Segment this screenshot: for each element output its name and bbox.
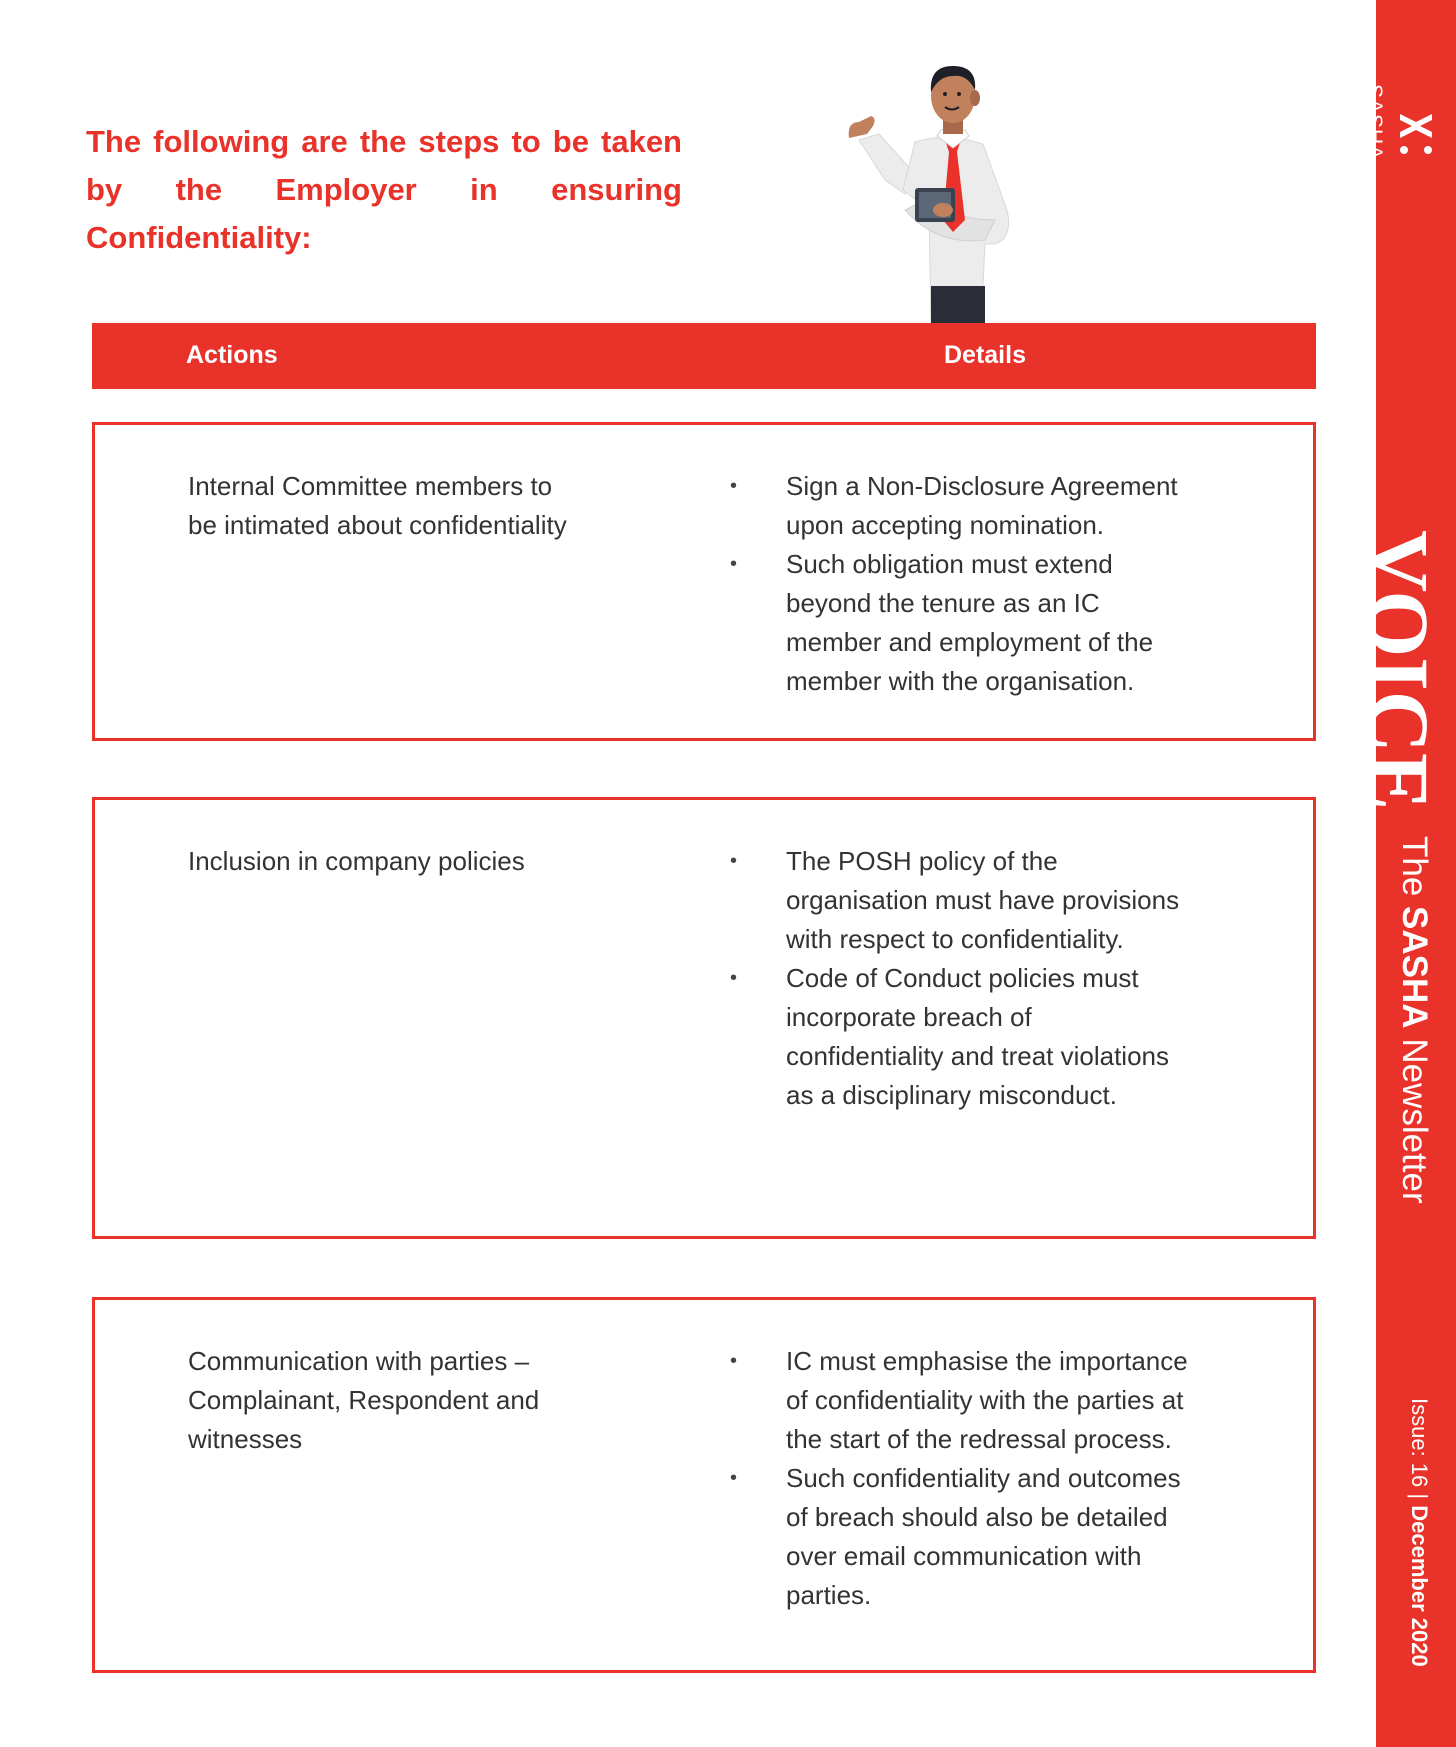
businessman-with-tablet-illustration: [845, 60, 1060, 324]
sidebar-subtitle: [1397, 836, 1432, 1204]
table-row: [92, 422, 1316, 741]
detail-bullet: • Code of Conduct policies must incorporate breach of confidentiality and treat violations as a disciplinary misconduct.: [730, 959, 1190, 1115]
sidebar-logo-text: SASHA: [1363, 84, 1386, 161]
header-details: Details: [944, 341, 1026, 369]
subtitle-suffix: Newsletter: [1395, 1038, 1434, 1204]
detail-bullet: • Such confidentiality and outcomes of breach should also be detailed over email communication with parties.: [730, 1459, 1190, 1615]
newsletter-sidebar: [1351, 0, 1456, 1747]
table-row: [92, 797, 1316, 1239]
detail-bullet: • Such obligation must extend beyond the tenure as an IC member and employment of the member with the organisation.: [730, 545, 1190, 701]
row-action: Internal Committee members to be intimated about confidentiality: [188, 471, 567, 540]
issue-label: Issue: 16: [1407, 1398, 1432, 1488]
issue-separator: |: [1407, 1493, 1432, 1500]
header-actions: Actions: [186, 341, 278, 369]
row-action: Communication with parties – Complainant, Respondent and witnesses: [188, 1346, 540, 1454]
sasha-logo-icon: [1396, 106, 1436, 158]
table-row: [92, 1297, 1316, 1673]
row-details: [730, 1342, 1190, 1615]
issue-date: December 2020: [1407, 1505, 1432, 1667]
detail-bullet: • IC must emphasise the importance of confidentiality with the parties at the start of the redressal process.: [730, 1342, 1190, 1459]
detail-bullet: • The POSH policy of the organisation must have provisions with respect to confidentiality.: [730, 842, 1190, 959]
intro-heading: The following are the steps to be taken by the Employer in ensuring Confidentiality:: [86, 124, 682, 255]
row-details: [730, 467, 1190, 701]
sidebar-issue: [1408, 1398, 1430, 1667]
detail-bullet: • Sign a Non-Disclosure Agreement upon accepting nomination.: [730, 467, 1190, 545]
table-header: [92, 323, 1316, 389]
subtitle-brand: SASHA: [1395, 906, 1434, 1029]
row-details: [730, 842, 1190, 1115]
row-action: Inclusion in company policies: [188, 846, 525, 876]
subtitle-prefix: The: [1395, 836, 1434, 897]
sidebar-title: VOICE: [1351, 530, 1447, 811]
